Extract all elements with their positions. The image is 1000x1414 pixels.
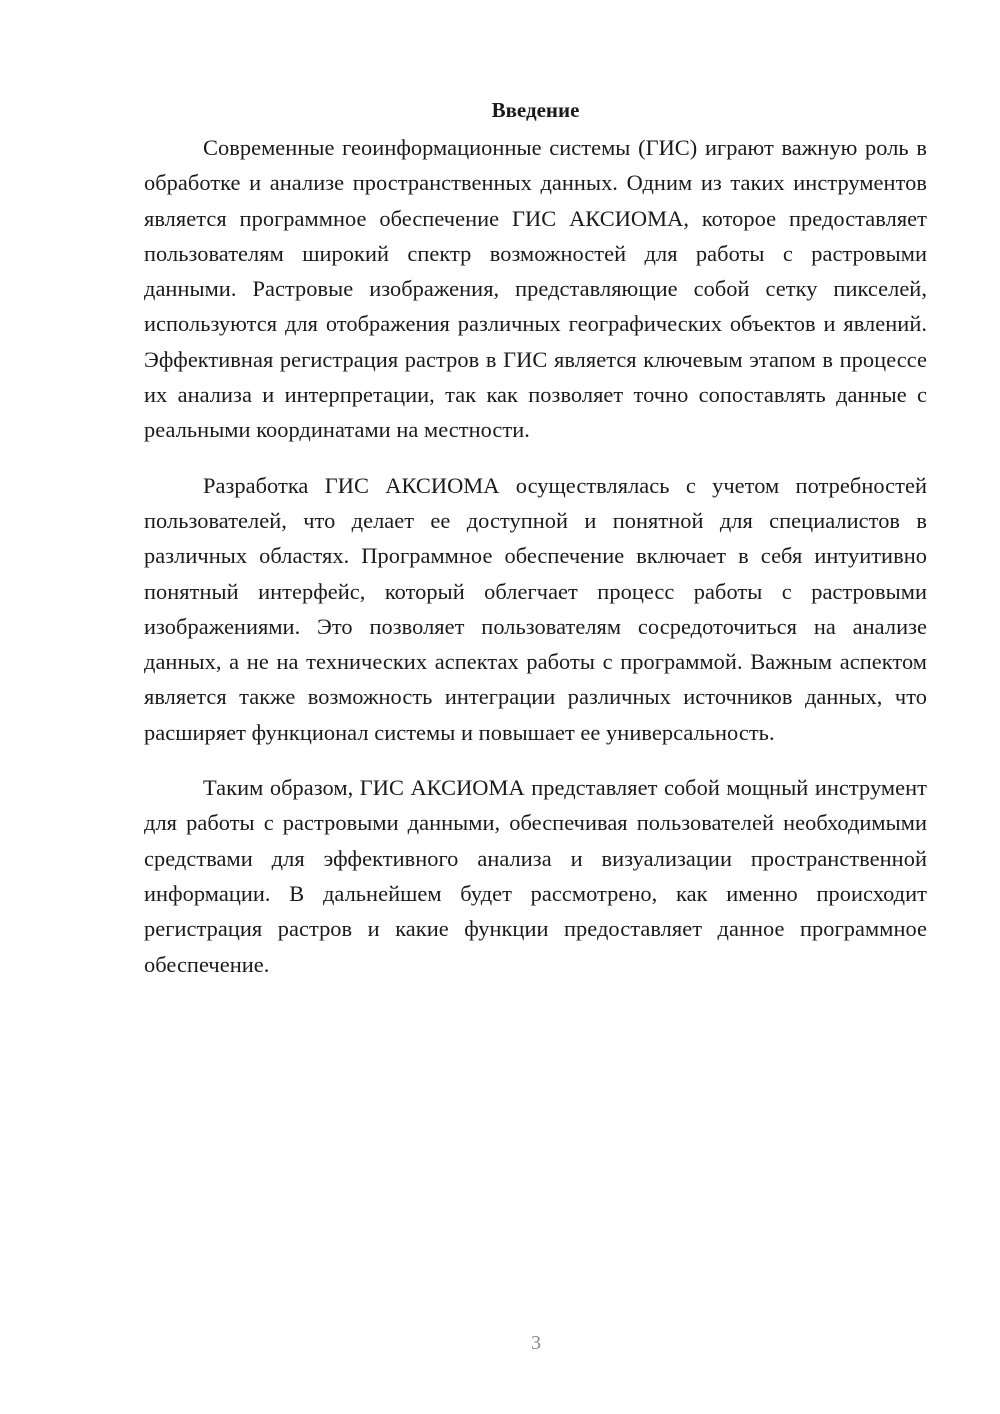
paragraph-1: Современные геоинформационные системы (ГИС) играют важную роль в обработке и анализе пространственных данных. Одним из таких инструментов является программное обеспечение ГИС АКСИОМА, которое предоставляет пользователям широкий спектр возможностей для работы с растровыми данными. Растровые изображения, представляющие собой сетку пикселей, используются для отображения различных географических объектов и явлений. Эффективная регистрация растров в ГИС является ключевым этапом в процессе их анализа и интерпретации, так как позволяет точно сопоставлять данные с реальными координатами на местности. — [144, 135, 927, 443]
page-number: 3 — [531, 1332, 541, 1354]
page-content — [144, 92, 927, 1002]
section-heading: Введение — [491, 98, 580, 122]
paragraph-3: Таким образом, ГИС АКСИОМА представляет собой мощный инструмент для работы с растровыми данными, обеспечивая пользователей необходимыми средствами для эффективного анализа и визуализации пространственной информации. В дальнейшем будет рассмотрено, как именно происходит регистрация растров и какие функции предоставляет данное программное обеспечение. — [144, 775, 927, 977]
paragraph-2: Разработка ГИС АКСИОМА осуществлялась с учетом потребностей пользователей, что делает ее доступной и понятной для специалистов в различных областях. Программное обеспечение включает в себя интуитивно понятный интерфейс, который облегчает процесс работы с растровыми изображениями. Это позволяет пользователям сосредоточиться на анализе данных, а не на технических аспектах работы с программой. Важным аспектом является также возможность интеграции различных источников данных, что расширяет функционал системы и повышает ее универсальность. — [144, 472, 927, 745]
